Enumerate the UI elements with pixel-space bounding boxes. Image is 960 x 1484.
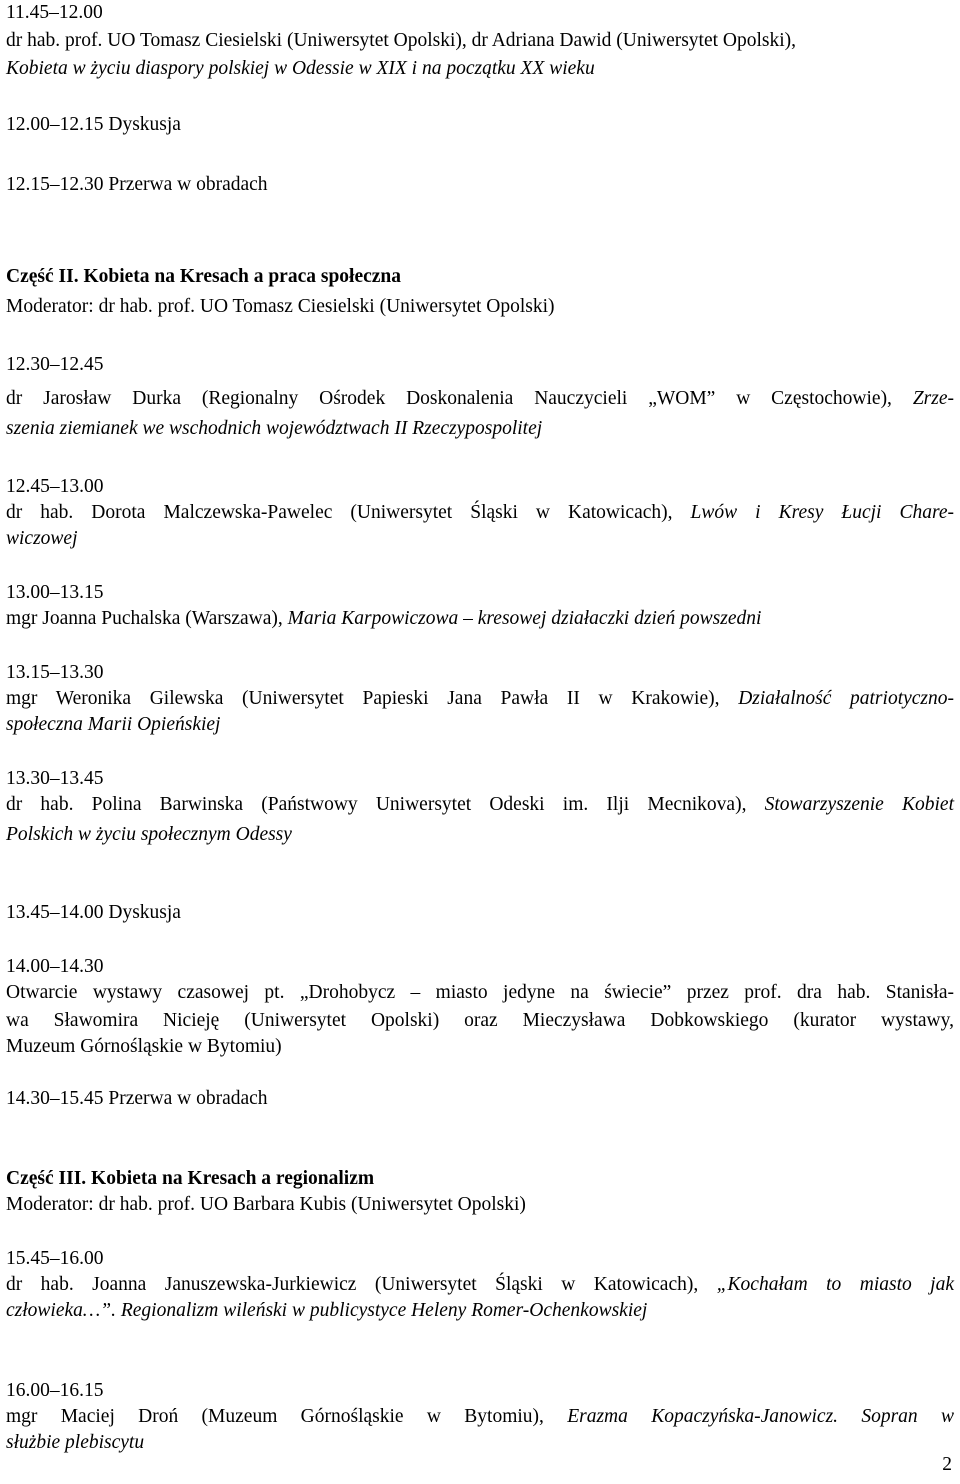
section-2-moderator: Moderator: dr hab. prof. UO Tomasz Ciesielski (Uniwersytet Opolski) <box>6 296 555 317</box>
block6-title-part1: Stowarzyszenie Kobiet <box>764 794 954 815</box>
block3-time: 12.45–13.00 <box>6 476 104 497</box>
block9-title-part1: Erazma Kopaczyńska-Janowicz. Sopran w <box>567 1406 955 1427</box>
block8-title-part1: „Kochałam to miasto jak <box>716 1274 955 1295</box>
discussion-1: 12.00–12.15 Dyskusja <box>6 114 181 135</box>
block6-time: 13.30–13.45 <box>6 768 104 789</box>
block2-title-part2: szenia ziemianek we wschodnich województwach II Rzeczypospolitej <box>6 418 543 439</box>
block4-title: Maria Karpowiczowa – kresowej działaczki dzień powszedni <box>287 608 762 629</box>
block2-speaker: dr Jarosław Durka (Regionalny Ośrodek Doskonalenia Nauczycieli „WOM” w Częstochowie), <box>6 388 892 409</box>
block1-title: Kobieta w życiu diaspory polskiej w Odessie w XIX i na początku XX wieku <box>6 58 595 79</box>
block4-speaker: mgr Joanna Puchalska (Warszawa), <box>6 608 283 629</box>
break-2: 14.30–15.45 Przerwa w obradach <box>6 1088 268 1109</box>
block2-title-part1: Zrze- <box>912 388 954 409</box>
block9-speaker: mgr Maciej Droń (Muzeum Górnośląskie w Bytomiu), <box>6 1406 544 1427</box>
block6-title-part2: Polskich w życiu społecznym Odessy <box>6 824 292 845</box>
block7-line3: Muzeum Górnośląskie w Bytomiu) <box>6 1036 282 1057</box>
block7-line1: Otwarcie wystawy czasowej pt. „Drohobycz – miasto jedyne na świecie” przez prof. dra hab. Stanisła- <box>6 982 954 1003</box>
block9-speaker-line <box>6 1404 954 1430</box>
break-1: 12.15–12.30 Przerwa w obradach <box>6 174 268 195</box>
block8-speaker-line <box>6 1272 954 1298</box>
block5-time: 13.15–13.30 <box>6 662 104 683</box>
block9-title-part2: służbie plebiscytu <box>6 1432 145 1453</box>
block5-title-part1: Działalność patriotyczno- <box>738 688 955 709</box>
block3-speaker-line <box>6 500 954 526</box>
block7-line2: wa Sławomira Nicieję (Uniwersytet Opolski) oraz Mieczysława Dobkowskiego (kurator wystawy, <box>6 1010 954 1031</box>
block4-speaker-line <box>6 606 954 632</box>
block3-speaker: dr hab. Dorota Malczewska-Pawelec (Uniwersytet Śląski w Katowicach), <box>6 502 673 523</box>
block6-speaker: dr hab. Polina Barwinska (Państwowy Uniwersytet Odeski im. Ilji Mecnikova), <box>6 794 747 815</box>
block5-speaker-line <box>6 686 954 712</box>
block3-title-part2: wiczowej <box>6 528 78 549</box>
block8-speaker: dr hab. Joanna Januszewska-Jurkiewicz (Uniwersytet Śląski w Katowicach), <box>6 1274 699 1295</box>
page-number: 2 <box>942 1454 952 1475</box>
block3-title-part1: Lwów i Kresy Łucji Chare- <box>690 502 955 523</box>
section-3-title: Część III. Kobieta na Kresach a regionalizm <box>6 1168 375 1189</box>
block6-speaker-line <box>6 792 954 818</box>
discussion-2: 13.45–14.00 Dyskusja <box>6 902 181 923</box>
block2-time: 12.30–12.45 <box>6 354 104 375</box>
block8-title-part2: człowieka…”. Regionalizm wileński w publicystyce Heleny Romer-Ochenkowskiej <box>6 1300 648 1321</box>
block1-time: 11.45–12.00 <box>6 2 103 23</box>
block4-time: 13.00–13.15 <box>6 582 104 603</box>
block5-title-part2: społeczna Marii Opieńskiej <box>6 714 221 735</box>
block1-speakers: dr hab. prof. UO Tomasz Ciesielski (Uniwersytet Opolski), dr Adriana Dawid (Uniwersytet Opolski), <box>6 30 797 51</box>
section-2-title: Część II. Kobieta na Kresach a praca społeczna <box>6 266 402 287</box>
block8-time: 15.45–16.00 <box>6 1248 104 1269</box>
block5-speaker: mgr Weronika Gilewska (Uniwersytet Papieski Jana Pawła II w Krakowie), <box>6 688 720 709</box>
section-3-moderator: Moderator: dr hab. prof. UO Barbara Kubis (Uniwersytet Opolski) <box>6 1194 526 1215</box>
block7-time: 14.00–14.30 <box>6 956 104 977</box>
block9-time: 16.00–16.15 <box>6 1380 104 1401</box>
block2-speaker-line <box>6 386 954 412</box>
